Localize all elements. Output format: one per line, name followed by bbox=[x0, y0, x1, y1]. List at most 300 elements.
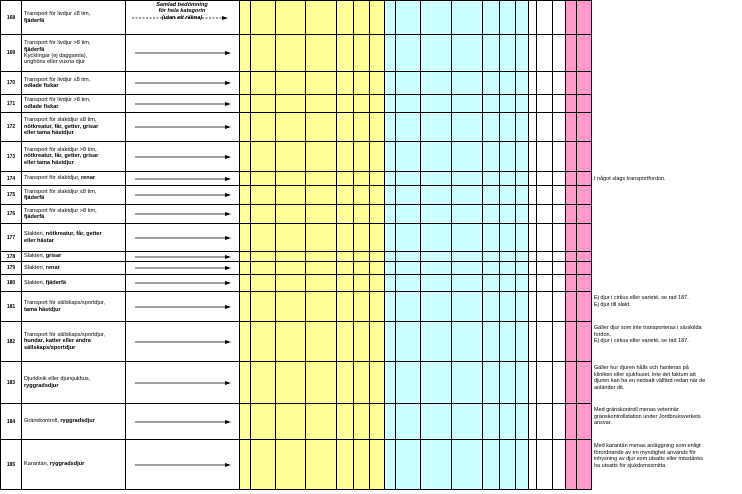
grid-cell[interactable] bbox=[566, 172, 577, 186]
grid-cell[interactable] bbox=[577, 95, 592, 113]
grid-cell[interactable] bbox=[306, 172, 337, 186]
grid-cell[interactable] bbox=[306, 292, 337, 322]
grid-cell[interactable] bbox=[566, 186, 577, 205]
grid-cell[interactable] bbox=[354, 186, 370, 205]
grid-cell[interactable] bbox=[337, 95, 354, 113]
grid-cell[interactable] bbox=[483, 186, 500, 205]
grid-cell[interactable] bbox=[483, 252, 500, 262]
grid-cell[interactable] bbox=[529, 72, 537, 95]
grid-cell[interactable] bbox=[421, 95, 452, 113]
grid-cell[interactable] bbox=[483, 440, 500, 490]
grid-cell[interactable] bbox=[516, 205, 529, 224]
grid-cell[interactable] bbox=[577, 404, 592, 440]
grid-cell[interactable] bbox=[529, 262, 537, 275]
grid-cell[interactable] bbox=[421, 0, 452, 35]
grid-cell[interactable] bbox=[500, 205, 516, 224]
grid-cell[interactable] bbox=[553, 440, 566, 490]
grid-cell[interactable] bbox=[516, 322, 529, 362]
grid-cell[interactable] bbox=[566, 142, 577, 172]
grid-cell[interactable] bbox=[452, 262, 483, 275]
grid-cell[interactable] bbox=[396, 0, 421, 35]
grid-cell[interactable] bbox=[452, 252, 483, 262]
grid-cell[interactable] bbox=[529, 142, 537, 172]
grid-cell[interactable] bbox=[421, 404, 452, 440]
grid-cell[interactable] bbox=[500, 142, 516, 172]
grid-cell[interactable] bbox=[566, 252, 577, 262]
grid-cell[interactable] bbox=[240, 292, 251, 322]
grid-cell[interactable] bbox=[452, 404, 483, 440]
grid-cell[interactable] bbox=[537, 172, 553, 186]
grid-cell[interactable] bbox=[240, 262, 251, 275]
grid-cell[interactable] bbox=[421, 35, 452, 72]
grid-cell[interactable] bbox=[240, 142, 251, 172]
grid-cell[interactable] bbox=[500, 362, 516, 404]
grid-cell[interactable] bbox=[354, 35, 370, 72]
grid-cell[interactable] bbox=[577, 35, 592, 72]
grid-cell[interactable] bbox=[370, 292, 385, 322]
grid-cell[interactable] bbox=[385, 224, 396, 252]
grid-cell[interactable] bbox=[537, 205, 553, 224]
grid-cell[interactable] bbox=[537, 142, 553, 172]
grid-cell[interactable] bbox=[251, 224, 276, 252]
grid-cell[interactable] bbox=[553, 262, 566, 275]
grid-cell[interactable] bbox=[516, 362, 529, 404]
grid-cell[interactable] bbox=[337, 252, 354, 262]
grid-cell[interactable] bbox=[240, 72, 251, 95]
grid-cell[interactable] bbox=[240, 186, 251, 205]
grid-cell[interactable] bbox=[421, 275, 452, 292]
grid-cell[interactable] bbox=[337, 72, 354, 95]
grid-cell[interactable] bbox=[516, 142, 529, 172]
grid-cell[interactable] bbox=[276, 95, 306, 113]
grid-cell[interactable] bbox=[240, 113, 251, 142]
grid-cell[interactable] bbox=[537, 322, 553, 362]
grid-cell[interactable] bbox=[385, 404, 396, 440]
grid-cell[interactable] bbox=[385, 72, 396, 95]
grid-cell[interactable] bbox=[276, 224, 306, 252]
grid-cell[interactable] bbox=[306, 35, 337, 72]
grid-cell[interactable] bbox=[553, 35, 566, 72]
grid-cell[interactable] bbox=[452, 440, 483, 490]
grid-cell[interactable] bbox=[566, 404, 577, 440]
grid-cell[interactable] bbox=[529, 362, 537, 404]
grid-cell[interactable] bbox=[370, 72, 385, 95]
grid-cell[interactable] bbox=[421, 224, 452, 252]
grid-cell[interactable] bbox=[276, 113, 306, 142]
grid-cell[interactable] bbox=[483, 275, 500, 292]
grid-cell[interactable] bbox=[566, 113, 577, 142]
grid-cell[interactable] bbox=[385, 113, 396, 142]
grid-cell[interactable] bbox=[452, 113, 483, 142]
grid-cell[interactable] bbox=[421, 322, 452, 362]
grid-cell[interactable] bbox=[483, 322, 500, 362]
grid-cell[interactable] bbox=[452, 224, 483, 252]
grid-cell[interactable] bbox=[276, 172, 306, 186]
grid-cell[interactable] bbox=[276, 292, 306, 322]
grid-cell[interactable] bbox=[577, 172, 592, 186]
grid-cell[interactable] bbox=[537, 362, 553, 404]
grid-cell[interactable] bbox=[370, 440, 385, 490]
grid-cell[interactable] bbox=[276, 142, 306, 172]
grid-cell[interactable] bbox=[240, 252, 251, 262]
grid-cell[interactable] bbox=[516, 113, 529, 142]
grid-cell[interactable] bbox=[276, 252, 306, 262]
grid-cell[interactable] bbox=[529, 172, 537, 186]
grid-cell[interactable] bbox=[240, 205, 251, 224]
grid-cell[interactable] bbox=[483, 95, 500, 113]
grid-cell[interactable] bbox=[396, 113, 421, 142]
grid-cell[interactable] bbox=[529, 186, 537, 205]
grid-cell[interactable] bbox=[354, 404, 370, 440]
grid-cell[interactable] bbox=[354, 252, 370, 262]
grid-cell[interactable] bbox=[553, 252, 566, 262]
grid-cell[interactable] bbox=[516, 0, 529, 35]
grid-cell[interactable] bbox=[354, 322, 370, 362]
grid-cell[interactable] bbox=[337, 440, 354, 490]
grid-cell[interactable] bbox=[500, 172, 516, 186]
grid-cell[interactable] bbox=[553, 172, 566, 186]
grid-cell[interactable] bbox=[251, 262, 276, 275]
grid-cell[interactable] bbox=[537, 224, 553, 252]
grid-cell[interactable] bbox=[537, 252, 553, 262]
grid-cell[interactable] bbox=[337, 404, 354, 440]
grid-cell[interactable] bbox=[529, 292, 537, 322]
grid-cell[interactable] bbox=[553, 113, 566, 142]
grid-cell[interactable] bbox=[529, 95, 537, 113]
grid-cell[interactable] bbox=[337, 0, 354, 35]
grid-cell[interactable] bbox=[396, 275, 421, 292]
grid-cell[interactable] bbox=[566, 95, 577, 113]
grid-cell[interactable] bbox=[537, 262, 553, 275]
grid-cell[interactable] bbox=[306, 142, 337, 172]
grid-cell[interactable] bbox=[577, 113, 592, 142]
grid-cell[interactable] bbox=[396, 292, 421, 322]
grid-cell[interactable] bbox=[421, 362, 452, 404]
grid-cell[interactable] bbox=[396, 72, 421, 95]
grid-cell[interactable] bbox=[566, 35, 577, 72]
grid-cell[interactable] bbox=[370, 252, 385, 262]
grid-cell[interactable] bbox=[577, 252, 592, 262]
grid-cell[interactable] bbox=[251, 95, 276, 113]
grid-cell[interactable] bbox=[337, 275, 354, 292]
grid-cell[interactable] bbox=[537, 404, 553, 440]
grid-cell[interactable] bbox=[553, 205, 566, 224]
grid-cell[interactable] bbox=[500, 0, 516, 35]
grid-cell[interactable] bbox=[516, 262, 529, 275]
grid-cell[interactable] bbox=[337, 172, 354, 186]
grid-cell[interactable] bbox=[370, 224, 385, 252]
grid-cell[interactable] bbox=[483, 0, 500, 35]
grid-cell[interactable] bbox=[370, 362, 385, 404]
grid-cell[interactable] bbox=[500, 404, 516, 440]
grid-cell[interactable] bbox=[240, 440, 251, 490]
grid-cell[interactable] bbox=[452, 0, 483, 35]
grid-cell[interactable] bbox=[354, 172, 370, 186]
grid-cell[interactable] bbox=[566, 205, 577, 224]
grid-cell[interactable] bbox=[421, 205, 452, 224]
grid-cell[interactable] bbox=[500, 95, 516, 113]
grid-cell[interactable] bbox=[553, 186, 566, 205]
grid-cell[interactable] bbox=[370, 322, 385, 362]
grid-cell[interactable] bbox=[354, 142, 370, 172]
grid-cell[interactable] bbox=[421, 262, 452, 275]
grid-cell[interactable] bbox=[337, 362, 354, 404]
grid-cell[interactable] bbox=[354, 0, 370, 35]
grid-cell[interactable] bbox=[370, 113, 385, 142]
grid-cell[interactable] bbox=[396, 440, 421, 490]
grid-cell[interactable] bbox=[577, 142, 592, 172]
grid-cell[interactable] bbox=[516, 292, 529, 322]
grid-cell[interactable] bbox=[553, 404, 566, 440]
grid-cell[interactable] bbox=[370, 0, 385, 35]
grid-cell[interactable] bbox=[337, 262, 354, 275]
grid-cell[interactable] bbox=[370, 404, 385, 440]
grid-cell[interactable] bbox=[529, 440, 537, 490]
grid-cell[interactable] bbox=[276, 440, 306, 490]
grid-cell[interactable] bbox=[396, 205, 421, 224]
grid-cell[interactable] bbox=[452, 95, 483, 113]
grid-cell[interactable] bbox=[396, 172, 421, 186]
grid-cell[interactable] bbox=[577, 262, 592, 275]
grid-cell[interactable] bbox=[306, 205, 337, 224]
grid-cell[interactable] bbox=[385, 95, 396, 113]
grid-cell[interactable] bbox=[337, 113, 354, 142]
grid-cell[interactable] bbox=[553, 362, 566, 404]
grid-cell[interactable] bbox=[452, 362, 483, 404]
grid-cell[interactable] bbox=[516, 275, 529, 292]
grid-cell[interactable] bbox=[354, 205, 370, 224]
grid-cell[interactable] bbox=[421, 72, 452, 95]
grid-cell[interactable] bbox=[251, 205, 276, 224]
grid-cell[interactable] bbox=[385, 292, 396, 322]
grid-cell[interactable] bbox=[306, 72, 337, 95]
grid-cell[interactable] bbox=[577, 224, 592, 252]
grid-cell[interactable] bbox=[537, 0, 553, 35]
grid-cell[interactable] bbox=[500, 292, 516, 322]
grid-cell[interactable] bbox=[385, 205, 396, 224]
grid-cell[interactable] bbox=[396, 362, 421, 404]
grid-cell[interactable] bbox=[337, 205, 354, 224]
grid-cell[interactable] bbox=[577, 205, 592, 224]
grid-cell[interactable] bbox=[396, 322, 421, 362]
grid-cell[interactable] bbox=[553, 322, 566, 362]
grid-cell[interactable] bbox=[385, 142, 396, 172]
grid-cell[interactable] bbox=[306, 0, 337, 35]
grid-cell[interactable] bbox=[500, 113, 516, 142]
grid-cell[interactable] bbox=[577, 440, 592, 490]
grid-cell[interactable] bbox=[553, 95, 566, 113]
grid-cell[interactable] bbox=[516, 35, 529, 72]
grid-cell[interactable] bbox=[337, 224, 354, 252]
grid-cell[interactable] bbox=[529, 275, 537, 292]
grid-cell[interactable] bbox=[370, 275, 385, 292]
grid-cell[interactable] bbox=[385, 262, 396, 275]
grid-cell[interactable] bbox=[306, 224, 337, 252]
grid-cell[interactable] bbox=[354, 224, 370, 252]
grid-cell[interactable] bbox=[483, 262, 500, 275]
grid-cell[interactable] bbox=[553, 0, 566, 35]
grid-cell[interactable] bbox=[537, 186, 553, 205]
grid-cell[interactable] bbox=[306, 113, 337, 142]
grid-cell[interactable] bbox=[276, 362, 306, 404]
grid-cell[interactable] bbox=[276, 404, 306, 440]
grid-cell[interactable] bbox=[240, 275, 251, 292]
grid-cell[interactable] bbox=[537, 95, 553, 113]
grid-cell[interactable] bbox=[553, 142, 566, 172]
grid-cell[interactable] bbox=[306, 262, 337, 275]
grid-cell[interactable] bbox=[337, 292, 354, 322]
grid-cell[interactable] bbox=[421, 440, 452, 490]
grid-cell[interactable] bbox=[529, 205, 537, 224]
grid-cell[interactable] bbox=[483, 113, 500, 142]
grid-cell[interactable] bbox=[396, 252, 421, 262]
grid-cell[interactable] bbox=[354, 440, 370, 490]
grid-cell[interactable] bbox=[566, 0, 577, 35]
grid-cell[interactable] bbox=[276, 205, 306, 224]
grid-cell[interactable] bbox=[516, 72, 529, 95]
grid-cell[interactable] bbox=[306, 186, 337, 205]
grid-cell[interactable] bbox=[483, 404, 500, 440]
grid-cell[interactable] bbox=[500, 35, 516, 72]
grid-cell[interactable] bbox=[529, 224, 537, 252]
grid-cell[interactable] bbox=[516, 186, 529, 205]
grid-cell[interactable] bbox=[566, 322, 577, 362]
grid-cell[interactable] bbox=[306, 252, 337, 262]
grid-cell[interactable] bbox=[385, 35, 396, 72]
grid-cell[interactable] bbox=[354, 275, 370, 292]
grid-cell[interactable] bbox=[306, 95, 337, 113]
grid-cell[interactable] bbox=[306, 322, 337, 362]
grid-cell[interactable] bbox=[251, 186, 276, 205]
grid-cell[interactable] bbox=[537, 275, 553, 292]
grid-cell[interactable] bbox=[452, 292, 483, 322]
grid-cell[interactable] bbox=[529, 35, 537, 72]
grid-cell[interactable] bbox=[354, 72, 370, 95]
grid-cell[interactable] bbox=[240, 0, 251, 35]
grid-cell[interactable] bbox=[306, 440, 337, 490]
grid-cell[interactable] bbox=[396, 404, 421, 440]
grid-cell[interactable] bbox=[396, 224, 421, 252]
grid-cell[interactable] bbox=[337, 35, 354, 72]
grid-cell[interactable] bbox=[452, 72, 483, 95]
grid-cell[interactable] bbox=[529, 113, 537, 142]
grid-cell[interactable] bbox=[553, 224, 566, 252]
grid-cell[interactable] bbox=[240, 362, 251, 404]
grid-cell[interactable] bbox=[396, 262, 421, 275]
grid-cell[interactable] bbox=[483, 172, 500, 186]
grid-cell[interactable] bbox=[370, 205, 385, 224]
grid-cell[interactable] bbox=[370, 95, 385, 113]
grid-cell[interactable] bbox=[421, 252, 452, 262]
grid-cell[interactable] bbox=[385, 362, 396, 404]
grid-cell[interactable] bbox=[251, 440, 276, 490]
grid-cell[interactable] bbox=[251, 0, 276, 35]
grid-cell[interactable] bbox=[251, 322, 276, 362]
grid-cell[interactable] bbox=[385, 322, 396, 362]
grid-cell[interactable] bbox=[577, 292, 592, 322]
grid-cell[interactable] bbox=[396, 186, 421, 205]
grid-cell[interactable] bbox=[385, 275, 396, 292]
grid-cell[interactable] bbox=[306, 275, 337, 292]
grid-cell[interactable] bbox=[251, 292, 276, 322]
grid-cell[interactable] bbox=[421, 186, 452, 205]
grid-cell[interactable] bbox=[566, 275, 577, 292]
grid-cell[interactable] bbox=[370, 186, 385, 205]
grid-cell[interactable] bbox=[240, 35, 251, 72]
grid-cell[interactable] bbox=[452, 186, 483, 205]
grid-cell[interactable] bbox=[240, 224, 251, 252]
grid-cell[interactable] bbox=[577, 322, 592, 362]
grid-cell[interactable] bbox=[240, 404, 251, 440]
grid-cell[interactable] bbox=[452, 172, 483, 186]
grid-cell[interactable] bbox=[483, 72, 500, 95]
grid-cell[interactable] bbox=[483, 205, 500, 224]
grid-cell[interactable] bbox=[385, 186, 396, 205]
grid-cell[interactable] bbox=[251, 172, 276, 186]
grid-cell[interactable] bbox=[385, 252, 396, 262]
grid-cell[interactable] bbox=[529, 322, 537, 362]
grid-cell[interactable] bbox=[553, 275, 566, 292]
grid-cell[interactable] bbox=[396, 142, 421, 172]
grid-cell[interactable] bbox=[500, 322, 516, 362]
grid-cell[interactable] bbox=[421, 142, 452, 172]
grid-cell[interactable] bbox=[537, 440, 553, 490]
grid-cell[interactable] bbox=[577, 362, 592, 404]
grid-cell[interactable] bbox=[577, 186, 592, 205]
grid-cell[interactable] bbox=[537, 113, 553, 142]
grid-cell[interactable] bbox=[452, 35, 483, 72]
grid-cell[interactable] bbox=[240, 172, 251, 186]
grid-cell[interactable] bbox=[251, 252, 276, 262]
grid-cell[interactable] bbox=[276, 35, 306, 72]
grid-cell[interactable] bbox=[276, 275, 306, 292]
grid-cell[interactable] bbox=[251, 275, 276, 292]
grid-cell[interactable] bbox=[370, 172, 385, 186]
grid-cell[interactable] bbox=[500, 224, 516, 252]
grid-cell[interactable] bbox=[516, 252, 529, 262]
grid-cell[interactable] bbox=[537, 35, 553, 72]
grid-cell[interactable] bbox=[276, 262, 306, 275]
grid-cell[interactable] bbox=[483, 35, 500, 72]
grid-cell[interactable] bbox=[500, 262, 516, 275]
grid-cell[interactable] bbox=[337, 186, 354, 205]
grid-cell[interactable] bbox=[566, 292, 577, 322]
grid-cell[interactable] bbox=[529, 252, 537, 262]
grid-cell[interactable] bbox=[452, 142, 483, 172]
grid-cell[interactable] bbox=[566, 72, 577, 95]
grid-cell[interactable] bbox=[577, 72, 592, 95]
grid-cell[interactable] bbox=[566, 224, 577, 252]
grid-cell[interactable] bbox=[354, 292, 370, 322]
grid-cell[interactable] bbox=[553, 292, 566, 322]
grid-cell[interactable] bbox=[354, 113, 370, 142]
grid-cell[interactable] bbox=[566, 362, 577, 404]
grid-cell[interactable] bbox=[385, 440, 396, 490]
grid-cell[interactable] bbox=[251, 142, 276, 172]
grid-cell[interactable] bbox=[516, 440, 529, 490]
grid-cell[interactable] bbox=[240, 95, 251, 113]
grid-cell[interactable] bbox=[370, 35, 385, 72]
grid-cell[interactable] bbox=[251, 72, 276, 95]
grid-cell[interactable] bbox=[566, 262, 577, 275]
grid-cell[interactable] bbox=[500, 440, 516, 490]
grid-cell[interactable] bbox=[251, 362, 276, 404]
grid-cell[interactable] bbox=[500, 72, 516, 95]
grid-cell[interactable] bbox=[537, 72, 553, 95]
grid-cell[interactable] bbox=[354, 95, 370, 113]
grid-cell[interactable] bbox=[500, 186, 516, 205]
grid-cell[interactable] bbox=[306, 362, 337, 404]
